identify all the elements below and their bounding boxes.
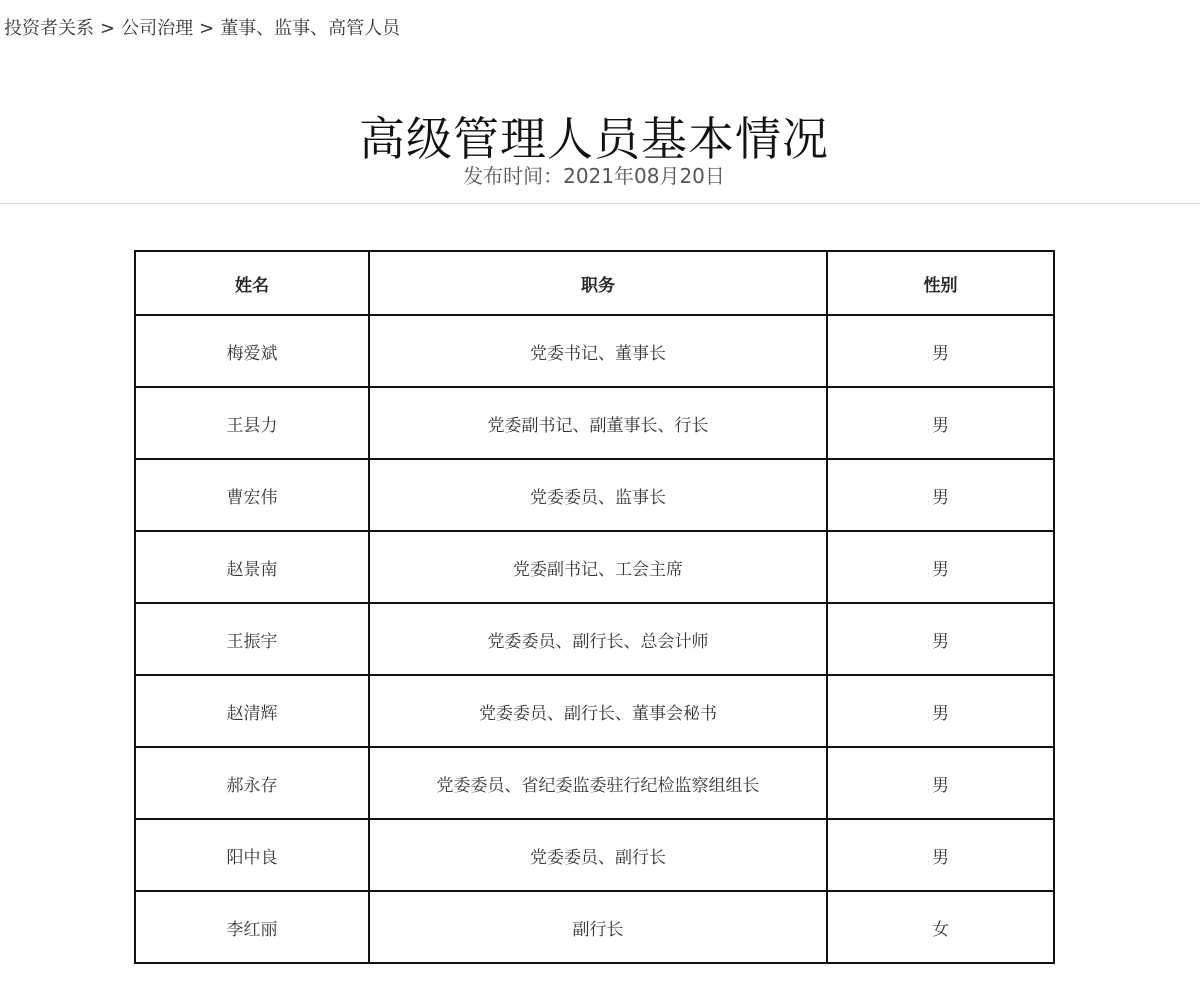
cell-gender: 男 [827,387,1054,459]
cell-name: 梅爱斌 [135,315,369,387]
cell-gender: 男 [827,315,1054,387]
cell-name: 赵清辉 [135,675,369,747]
publish-date [0,162,1188,190]
divider [0,203,1200,204]
cell-position: 党委委员、省纪委监委驻行纪检监察组组长 [369,747,827,819]
cell-name: 曹宏伟 [135,459,369,531]
cell-position: 党委委员、监事长 [369,459,827,531]
table-row [135,675,1054,747]
cell-name: 王振宇 [135,603,369,675]
table-row [135,603,1054,675]
cell-gender: 男 [827,747,1054,819]
breadcrumb-link-corporate-governance[interactable]: 公司治理 [121,18,194,39]
cell-position: 党委委员、副行长、总会计师 [369,603,827,675]
column-header-gender: 性别 [827,251,1054,315]
cell-name: 郝永存 [135,747,369,819]
breadcrumb-separator: > [100,18,116,39]
cell-position: 党委委员、副行长 [369,819,827,891]
table-row [135,747,1054,819]
cell-gender: 男 [827,459,1054,531]
table-header-row [135,251,1054,315]
cell-position: 党委委员、副行长、董事会秘书 [369,675,827,747]
table-row [135,531,1054,603]
breadcrumb [4,17,400,41]
cell-name: 阳中良 [135,819,369,891]
cell-gender: 男 [827,531,1054,603]
table-row [135,459,1054,531]
table-row [135,819,1054,891]
publish-date-value: 2021年08月20日 [563,164,725,188]
cell-name: 王县力 [135,387,369,459]
breadcrumb-link-investor-relations[interactable]: 投资者关系 [4,18,94,39]
cell-position: 党委副书记、工会主席 [369,531,827,603]
cell-position: 副行长 [369,891,827,963]
cell-position: 党委副书记、副董事长、行长 [369,387,827,459]
table-row [135,891,1054,963]
table-row [135,315,1054,387]
cell-gender: 女 [827,891,1054,963]
executives-table [134,250,1055,964]
cell-gender: 男 [827,819,1054,891]
cell-position: 党委书记、董事长 [369,315,827,387]
cell-name: 李红丽 [135,891,369,963]
column-header-position: 职务 [369,251,827,315]
cell-gender: 男 [827,675,1054,747]
breadcrumb-current: 董事、监事、高管人员 [220,18,401,39]
cell-gender: 男 [827,603,1054,675]
page-title: 高级管理人员基本情况 [359,111,829,166]
column-header-name: 姓名 [135,251,369,315]
cell-name: 赵景南 [135,531,369,603]
table-row [135,387,1054,459]
breadcrumb-separator: > [199,18,215,39]
publish-label: 发布时间： [463,164,564,188]
